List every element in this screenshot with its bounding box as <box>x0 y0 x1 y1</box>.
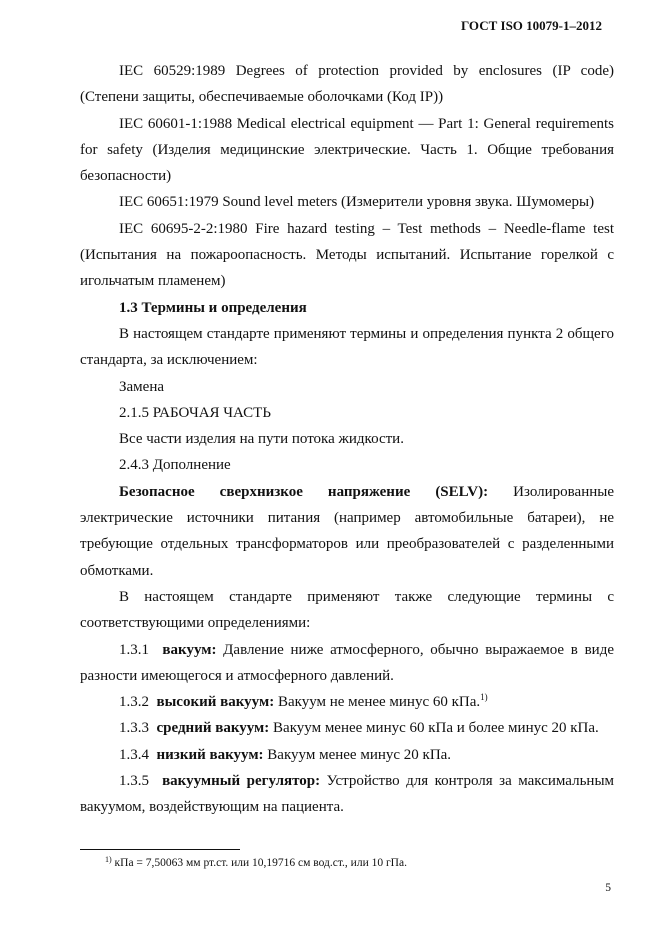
also-intro: В настоящем стандарте применяют также следующие термины с соответствующими определениями: <box>80 588 614 632</box>
footnote-divider <box>80 849 240 850</box>
term-1-3-1 <box>80 637 614 690</box>
term-number: 1.3.4 <box>119 746 149 763</box>
clause-2-1-5-text: Все части изделия на пути потока жидкости. <box>119 431 404 448</box>
page-number: 5 <box>605 882 611 894</box>
term-name: вакуумный регулятор: <box>162 773 321 790</box>
clause-2-1-5-title: 2.1.5 РАБОЧАЯ ЧАСТЬ <box>119 404 271 421</box>
term-name: средний вакуум: <box>156 720 270 737</box>
reference-iec-60529: IEC 60529:1989 Degrees of protection provided by enclosures (IP code) (Степени защиты, обеспечиваемые оболочками (Код IP)) <box>80 63 614 106</box>
clause-2-4-3-title: 2.4.3 Дополнение <box>119 457 231 474</box>
selv-text: Изолированные электрические источники питания (например автомобильные батареи), не требующие отдельных трансформаторов или преобразователей с разделенными обмотками. <box>80 483 614 579</box>
section-heading: 1.3 Термины и определения <box>119 299 307 316</box>
footnote <box>105 857 407 869</box>
term-definition: Вакуум менее минус 20 кПа. <box>263 746 452 763</box>
section-intro: В настоящем стандарте применяют термины и определения пункта 2 общего стандарта, за исключением: <box>80 325 614 369</box>
term-number: 1.3.3 <box>119 720 149 737</box>
reference-iec-60601: IEC 60601-1:1988 Medical electrical equipment — Part 1: General requirements for safety (Изделия медицинские электрические. Часть 1. Общие требования безопасности) <box>80 115 614 185</box>
term-definition: Давление ниже атмосферного, обычно выражаемое в виде разности имеющегося и атмосферного давлений. <box>80 641 614 684</box>
term-definition: Вакуум менее минус 60 кПа и более минус 20 кПа. <box>269 720 599 737</box>
term-definition: Вакуум не менее минус 60 кПа. <box>274 694 481 711</box>
term-name: высокий вакуум: <box>156 694 275 711</box>
selv-definition <box>80 479 614 584</box>
selv-term: Безопасное сверхнизкое напряжение (SELV): <box>119 483 489 500</box>
footnote-mark: 1) <box>105 855 112 864</box>
page-body <box>80 58 614 821</box>
term-definition: Устройство для контроля за максимальным вакуумом, воздействующим на пациента. <box>80 773 615 816</box>
footnote-text: кПа = 7,50063 мм рт.ст. или 10,19716 см вод.ст., или 10 гПа. <box>111 857 407 869</box>
term-number: 1.3.5 <box>119 773 149 790</box>
reference-iec-60695: IEC 60695-2-2:1980 Fire hazard testing – Test methods – Needle-flame test (Испытания на пожароопасность. Методы испытаний. Испытание горелкой с игольчатым пламенем) <box>80 220 614 290</box>
term-1-3-5 <box>80 768 614 821</box>
term-name: вакуум: <box>162 641 217 658</box>
replace-label: Замена <box>119 378 165 395</box>
reference-iec-60651: IEC 60651:1979 Sound level meters (Измерители уровня звука. Шумомеры) <box>119 194 595 211</box>
term-number: 1.3.2 <box>119 694 149 711</box>
term-name: низкий вакуум: <box>156 746 264 763</box>
term-1-3-2 <box>80 689 614 715</box>
term-1-3-4 <box>80 742 614 768</box>
term-number: 1.3.1 <box>119 641 149 658</box>
document-header: ГОСТ ISO 10079-1–2012 <box>460 18 602 33</box>
footnote-ref: 1) <box>480 692 488 703</box>
term-1-3-3 <box>80 715 614 741</box>
